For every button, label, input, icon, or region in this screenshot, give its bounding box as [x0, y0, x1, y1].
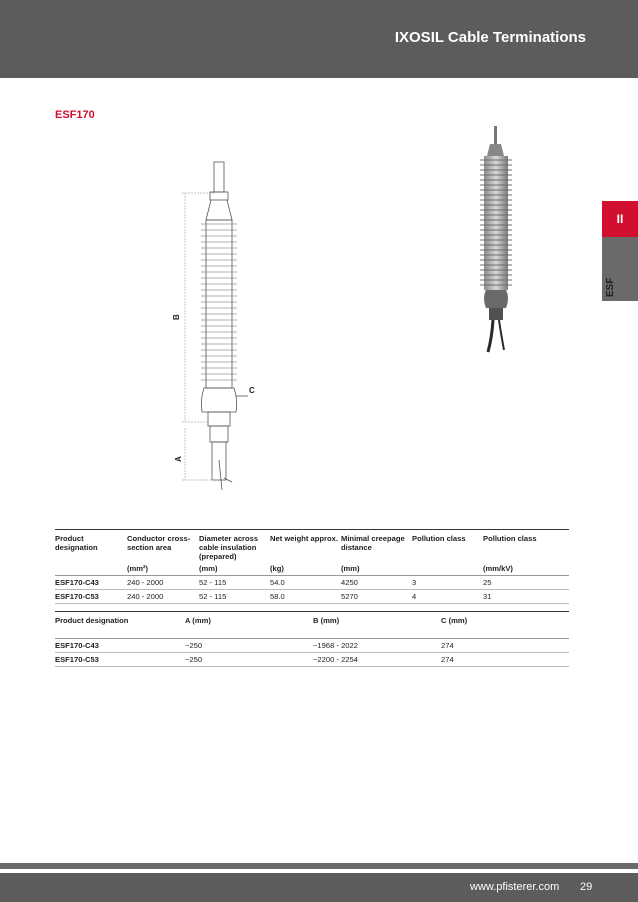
- table-cell: 54.0: [270, 576, 341, 590]
- table-cell: 274: [441, 639, 569, 653]
- dimension-label-b: B: [172, 314, 181, 320]
- header-product-designation: Product designation: [55, 612, 185, 639]
- page-number: 29: [580, 881, 593, 893]
- dimension-label-a: A: [174, 456, 183, 462]
- table-cell: 58.0: [270, 590, 341, 604]
- table-cell: 31: [483, 590, 569, 604]
- table-cell: 274: [441, 653, 569, 667]
- product-title: ESF170: [55, 109, 95, 121]
- header-product-designation: Product designation: [55, 534, 98, 552]
- table-cell: ~1968 - 2022: [313, 639, 441, 653]
- unit-cell: (mm): [341, 561, 412, 576]
- table-units-row: [55, 561, 569, 576]
- table-cell: 5270: [341, 590, 412, 604]
- header-net-weight: Net weight approx.: [270, 534, 338, 543]
- table-header-row: [55, 530, 569, 562]
- table-header-row: [55, 612, 569, 639]
- header-conductor-area: Conductor cross-section area: [127, 534, 191, 552]
- table-cell: 25: [483, 576, 569, 590]
- unit-cell: (kg): [270, 561, 341, 576]
- page-header: [0, 0, 638, 78]
- table-cell: ESF170-C43: [55, 576, 127, 590]
- website-link[interactable]: www.pfisterer.com: [470, 881, 560, 893]
- section-label-box: [602, 237, 638, 301]
- header-creepage: Minimal creepage distance: [341, 534, 405, 552]
- header-pollution-class: Pollution class: [412, 534, 466, 543]
- unit-cell: [55, 561, 127, 576]
- header-c-mm: C (mm): [441, 612, 569, 639]
- table-cell: 3: [412, 576, 483, 590]
- page-footer: [0, 873, 638, 902]
- product-photo: [470, 122, 550, 354]
- table-cell: 240 - 2000: [127, 576, 199, 590]
- table-cell: ESF170-C53: [55, 653, 185, 667]
- section-label: ESF: [605, 277, 616, 297]
- table-row: [55, 576, 569, 590]
- header-a-mm: A (mm): [185, 612, 313, 639]
- table-cell: ESF170-C43: [55, 639, 185, 653]
- header-b-mm: B (mm): [313, 612, 441, 639]
- footer-divider: [0, 863, 638, 869]
- table-row: [55, 639, 569, 653]
- termination-drawing: [170, 160, 270, 500]
- table-row: [55, 590, 569, 604]
- unit-cell: (mm): [199, 561, 270, 576]
- header-title: IXOSIL Cable Terminations: [394, 29, 586, 46]
- table-cell: ~2200 - 2254: [313, 653, 441, 667]
- table-cell: 4250: [341, 576, 412, 590]
- table-cell: 52 - 115: [199, 576, 270, 590]
- table-cell: ESF170-C53: [55, 590, 127, 604]
- table-cell: 240 - 2000: [127, 590, 199, 604]
- table-cell: 4: [412, 590, 483, 604]
- table-cell: 52 - 115: [199, 590, 270, 604]
- table-cell: ~250: [185, 653, 313, 667]
- dimension-label-c: C: [249, 386, 255, 395]
- unit-cell: (mm/kV): [483, 561, 569, 576]
- table-cell: ~250: [185, 639, 313, 653]
- unit-cell: (mm²): [127, 561, 199, 576]
- header-pollution-class-2: Pollution class: [483, 534, 537, 543]
- section-tab[interactable]: [602, 201, 638, 301]
- table-row: [55, 653, 569, 667]
- technical-data-table: [55, 529, 569, 604]
- header-diameter: Diameter across cable insulation (prepared): [199, 534, 259, 561]
- dimensions-table: [55, 611, 569, 667]
- unit-cell: [412, 561, 483, 576]
- section-number: II: [602, 201, 638, 237]
